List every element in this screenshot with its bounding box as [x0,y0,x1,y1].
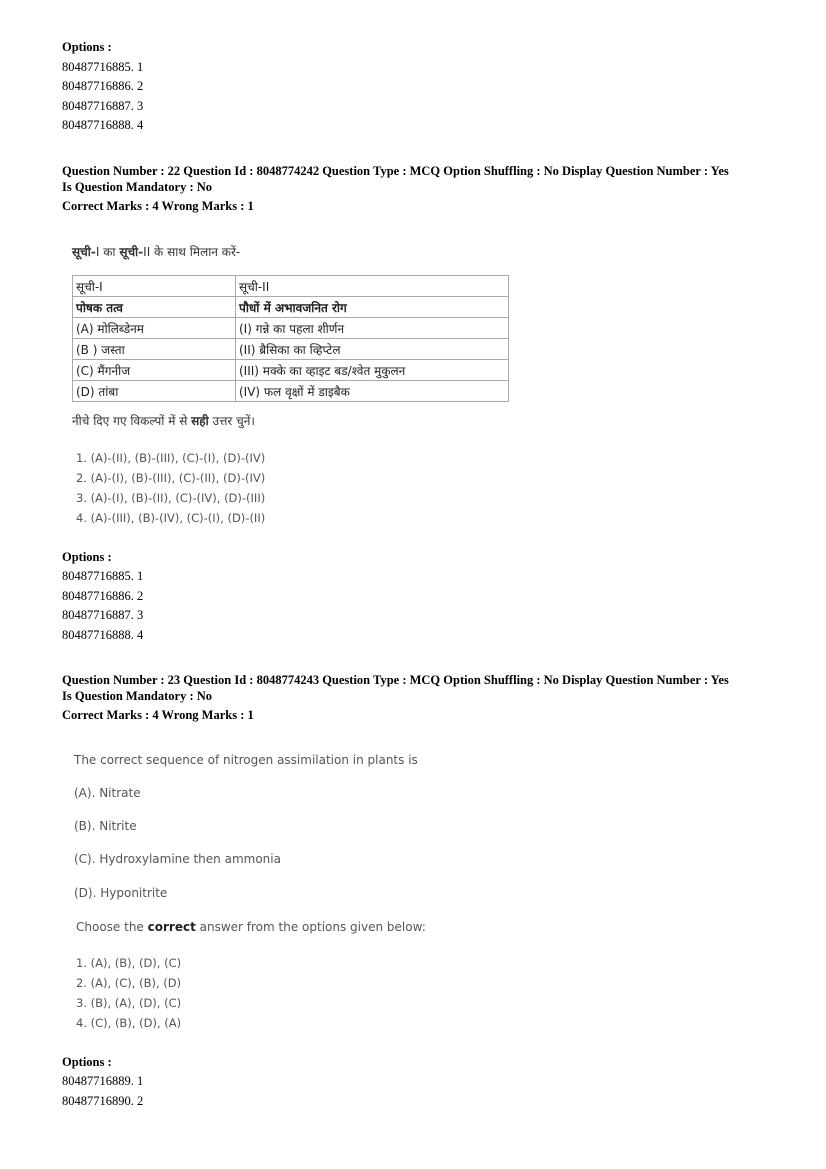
choose-part: उत्तर चुनें। [208,414,255,428]
table-cell: पोषक तत्व [73,297,236,318]
table-cell: (IV) फल वृक्षों में डाइबैक [236,381,509,402]
choose-part: सही [191,414,209,428]
question-22-answers [76,448,265,528]
choose-part: Choose the [76,920,148,934]
option-item: 80487716889. 1 [62,1074,144,1088]
question-23-item: (B). Nitrite [74,819,137,833]
instruction-part: का [99,245,120,259]
option-item: 80487716887. 3 [62,99,144,113]
question-23-choose [76,920,426,934]
table-row [73,339,509,360]
table-row [73,297,509,318]
table-cell: सूची-II [236,276,509,297]
instruction-part: II [143,245,151,259]
answer-item: 1. (A), (B), (D), (C) [76,956,182,970]
match-table [72,275,509,402]
answer-item: 4. (C), (B), (D), (A) [76,1016,182,1030]
question-22-marks: Correct Marks : 4 Wrong Marks : 1 [62,199,254,213]
answer-item: 4. (A)-(III), (B)-(IV), (C)-(I), (D)-(II) [76,511,266,525]
option-item: 80487716887. 3 [62,608,144,622]
question-23-answers [76,953,181,1033]
choose-part: नीचे दिए गए विकल्पों में से [72,414,192,428]
question-22-meta [62,163,782,214]
question-23-meta-line2: Is Question Mandatory : No [62,689,213,703]
question-22-choose [72,412,255,429]
instruction-part: सूची- [119,245,144,259]
question-23-text: The correct sequence of nitrogen assimilation in plants is [74,753,418,767]
choose-part: correct [147,920,196,934]
option-item: 80487716886. 2 [62,589,144,603]
question-23-item: (D). Hyponitrite [74,886,168,900]
table-row [73,276,509,297]
question-22-instruction [72,243,240,260]
table-cell: (B ) जस्ता [73,339,236,360]
question-23-item: (A). Nitrate [74,786,141,800]
answer-item: 3. (B), (A), (D), (C) [76,996,182,1010]
options-label: Options : [62,550,112,564]
option-item: 80487716886. 2 [62,79,144,93]
answer-item: 2. (A), (C), (B), (D) [76,976,182,990]
option-item: 80487716888. 4 [62,118,144,132]
instruction-part: I [95,245,100,259]
table-cell: (D) तांबा [73,381,236,402]
instruction-part: के साथ मिलान करें- [150,245,241,259]
table-cell: (II) ब्रैसिका का व्हिप्टेल [236,339,509,360]
question-23-item: (C). Hydroxylamine then ammonia [74,852,281,866]
table-row [73,318,509,339]
table-cell: (C) मैंगनीज [73,360,236,381]
choose-part: answer from the options given below: [195,920,426,934]
question-22-meta-line2: Is Question Mandatory : No [62,180,213,194]
question-23-meta-line1: Question Number : 23 Question Id : 8048774243 Question Type : MCQ Option Shuffling : No Display Question Number : Yes [62,673,729,687]
option-item: 80487716885. 1 [62,569,144,583]
answer-item: 1. (A)-(II), (B)-(III), (C)-(I), (D)-(IV) [76,451,266,465]
table-cell: सूची-I [73,276,236,297]
answer-item: 3. (A)-(I), (B)-(II), (C)-(IV), (D)-(III) [76,491,266,505]
options-label: Options : [62,40,112,54]
question-22-meta-line1: Question Number : 22 Question Id : 8048774242 Question Type : MCQ Option Shuffling : No Display Question Number : Yes [62,164,729,178]
option-item: 80487716888. 4 [62,628,144,642]
table-cell: (A) मोलिब्डेनम [73,318,236,339]
table-cell: (I) गन्ने का पहला शीर्णन [236,318,509,339]
instruction-part: सूची- [72,245,96,259]
table-row [73,381,509,402]
options-label: Options : [62,1055,112,1069]
question-23-meta [62,672,782,723]
table-cell: (III) मक्के का व्हाइट बड/श्वेत मुकुलन [236,360,509,381]
question-23-marks: Correct Marks : 4 Wrong Marks : 1 [62,708,254,722]
table-cell: पौधों में अभावजनित रोग [236,297,509,318]
option-item: 80487716885. 1 [62,60,144,74]
answer-item: 2. (A)-(I), (B)-(III), (C)-(II), (D)-(IV) [76,471,266,485]
table-row [73,360,509,381]
option-item: 80487716890. 2 [62,1094,144,1108]
